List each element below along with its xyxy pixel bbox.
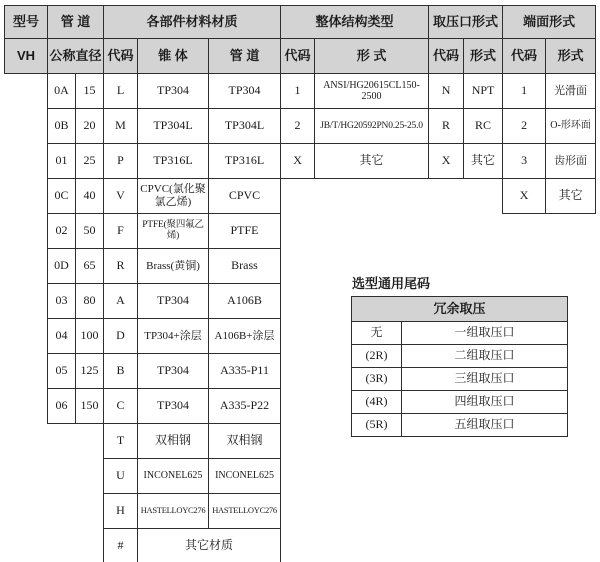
cell-tap-code: R: [429, 109, 464, 144]
table-row: [5, 39, 596, 74]
cell-mat-code: L: [104, 74, 138, 109]
cell-pipe: CPVC: [209, 179, 281, 214]
cell-dn: 100: [76, 319, 104, 354]
cell-pipe: TP304L: [209, 109, 281, 144]
empty-cell: [5, 494, 48, 529]
suffix-table: [351, 296, 568, 437]
cell-pipe: HASTELLOYC276: [209, 494, 281, 529]
empty-cell: [281, 494, 596, 529]
empty-cell: [281, 529, 596, 562]
table-row: [5, 459, 596, 494]
cell-suffix-desc: 三组取压口: [402, 368, 568, 391]
cell-pipe: Brass: [209, 249, 281, 284]
cell-str-code: 1: [281, 74, 315, 109]
cell-cone: TP304: [138, 74, 209, 109]
header-model: 型号: [5, 6, 48, 39]
table-row: [352, 368, 568, 391]
table-row: [5, 494, 596, 529]
empty-cell: [5, 389, 48, 424]
cell-tap-code: N: [429, 74, 464, 109]
empty-cell: [48, 494, 104, 529]
cell-face-form: 其它: [546, 179, 596, 214]
header-pipe: 管 道: [48, 6, 104, 39]
cell-pipe: PTFE: [209, 214, 281, 249]
suffix-table-title: 选型通用尾码: [352, 276, 431, 291]
table-row: [5, 179, 596, 214]
empty-cell: [5, 529, 48, 562]
cell-suffix-desc: 二组取压口: [402, 345, 568, 368]
cell-mat-code: U: [104, 459, 138, 494]
cell-tap-form: NPT: [464, 74, 503, 109]
empty-cell: [5, 109, 48, 144]
cell-cone: TP316L: [138, 144, 209, 179]
cell-str-form: JB/T/HG20592PN0.25-25.0: [315, 109, 429, 144]
cell-cone: TP304: [138, 354, 209, 389]
cell-pipe: A335-P22: [209, 389, 281, 424]
subheader-mat-pipe: 管 道: [209, 39, 281, 74]
cell-cone: PTFE(聚四氟乙烯): [138, 214, 209, 249]
cell-cone: TP304: [138, 284, 209, 319]
cell-suffix-code: (2R): [352, 345, 402, 368]
suffix-header: 冗余取压: [352, 297, 568, 322]
cell-suffix-code: (4R): [352, 391, 402, 414]
cell-face-code: 1: [503, 74, 546, 109]
table-row: [5, 529, 596, 562]
empty-cell: [281, 214, 596, 249]
subheader-face-form: 形式: [546, 39, 596, 74]
cell-tap-form: RC: [464, 109, 503, 144]
subheader-mat-code: 代码: [104, 39, 138, 74]
empty-cell: [5, 284, 48, 319]
model-selection-table: [4, 5, 596, 562]
cell-model: 06: [48, 389, 76, 424]
cell-pipe: INCONEL625: [209, 459, 281, 494]
table-row: [5, 74, 596, 109]
table-row: [352, 391, 568, 414]
empty-cell: [281, 249, 596, 284]
header-structure: 整体结构类型: [281, 6, 429, 39]
cell-face-form: 光滑面: [546, 74, 596, 109]
cell-model: 05: [48, 354, 76, 389]
cell-str-form: ANSI/HG20615CL150-2500: [315, 74, 429, 109]
cell-model: 02: [48, 214, 76, 249]
cell-model: 0C: [48, 179, 76, 214]
table-row: [5, 144, 596, 179]
cell-model: 04: [48, 319, 76, 354]
cell-mat-code: D: [104, 319, 138, 354]
cell-pipe: 双相钢: [209, 424, 281, 459]
cell-dn: 40: [76, 179, 104, 214]
cell-model: 03: [48, 284, 76, 319]
cell-mat-code: M: [104, 109, 138, 144]
cell-str-code: 2: [281, 109, 315, 144]
cell-face-code: 2: [503, 109, 546, 144]
subheader-cone: 锥 体: [138, 39, 209, 74]
empty-cell: [5, 179, 48, 214]
cell-mat-code: F: [104, 214, 138, 249]
table-row: [352, 414, 568, 437]
empty-cell: [5, 214, 48, 249]
cell-mat-code: T: [104, 424, 138, 459]
subheader-tap-code: 代码: [429, 39, 464, 74]
cell-dn: 25: [76, 144, 104, 179]
cell-cone: 双相钢: [138, 424, 209, 459]
cell-cone: HASTELLOYC276: [138, 494, 209, 529]
subheader-tap-form: 形式: [464, 39, 503, 74]
subheader-str-form: 形 式: [315, 39, 429, 74]
cell-face-code: X: [503, 179, 546, 214]
table-row: [352, 297, 568, 322]
table-row: [5, 109, 596, 144]
cell-cone: INCONEL625: [138, 459, 209, 494]
cell-dn: 15: [76, 74, 104, 109]
cell-dn: 80: [76, 284, 104, 319]
cell-pipe: TP316L: [209, 144, 281, 179]
cell-tap-code: X: [429, 144, 464, 179]
cell-suffix-desc: 一组取压口: [402, 322, 568, 345]
cell-pipe: TP304: [209, 74, 281, 109]
subheader-str-code: 代码: [281, 39, 315, 74]
cell-face-code: 3: [503, 144, 546, 179]
cell-model: 0D: [48, 249, 76, 284]
cell-str-code: X: [281, 144, 315, 179]
cell-suffix-code: (5R): [352, 414, 402, 437]
header-tap: 取压口形式: [429, 6, 503, 39]
cell-pipe: A106B+涂层: [209, 319, 281, 354]
empty-cell: [5, 354, 48, 389]
empty-cell: [48, 529, 104, 562]
cell-dn: 65: [76, 249, 104, 284]
empty-cell: [281, 179, 503, 214]
cell-model: 0A: [48, 74, 76, 109]
empty-cell: [5, 319, 48, 354]
cell-dn: 50: [76, 214, 104, 249]
subheader-model-code: VH: [5, 39, 48, 74]
table-row: [352, 345, 568, 368]
cell-str-form: 其它: [315, 144, 429, 179]
cell-pipe: A106B: [209, 284, 281, 319]
cell-other-material: 其它材质: [138, 529, 281, 562]
cell-dn: 125: [76, 354, 104, 389]
subheader-face-code: 代码: [503, 39, 546, 74]
cell-suffix-desc: 五组取压口: [402, 414, 568, 437]
cell-cone: TP304+涂层: [138, 319, 209, 354]
cell-cone: CPVC(氯化聚氯乙烯): [138, 179, 209, 214]
cell-suffix-desc: 四组取压口: [402, 391, 568, 414]
cell-mat-code: B: [104, 354, 138, 389]
empty-cell: [5, 249, 48, 284]
cell-mat-code: C: [104, 389, 138, 424]
cell-model: 01: [48, 144, 76, 179]
cell-mat-code: H: [104, 494, 138, 529]
empty-cell: [48, 459, 104, 494]
cell-model: 0B: [48, 109, 76, 144]
header-face: 端面形式: [503, 6, 596, 39]
cell-cone: TP304: [138, 389, 209, 424]
cell-cone: TP304L: [138, 109, 209, 144]
cell-dn: 150: [76, 389, 104, 424]
cell-suffix-code: 无: [352, 322, 402, 345]
table-row: [5, 214, 596, 249]
cell-mat-code: #: [104, 529, 138, 562]
empty-cell: [5, 74, 48, 109]
cell-suffix-code: (3R): [352, 368, 402, 391]
table-row: [5, 249, 596, 284]
cell-face-form: 齿形面: [546, 144, 596, 179]
empty-cell: [48, 424, 104, 459]
cell-pipe: A335-P11: [209, 354, 281, 389]
cell-mat-code: R: [104, 249, 138, 284]
cell-face-form: O-形环面: [546, 109, 596, 144]
table-row: [352, 322, 568, 345]
cell-mat-code: P: [104, 144, 138, 179]
table-row: [5, 6, 596, 39]
cell-tap-form: 其它: [464, 144, 503, 179]
cell-mat-code: V: [104, 179, 138, 214]
empty-cell: [5, 144, 48, 179]
empty-cell: [5, 424, 48, 459]
cell-cone: Brass(黄铜): [138, 249, 209, 284]
header-materials: 各部件材料材质: [104, 6, 281, 39]
empty-cell: [281, 459, 596, 494]
subheader-dn: 公称直径: [48, 39, 104, 74]
cell-dn: 20: [76, 109, 104, 144]
cell-mat-code: A: [104, 284, 138, 319]
empty-cell: [5, 459, 48, 494]
